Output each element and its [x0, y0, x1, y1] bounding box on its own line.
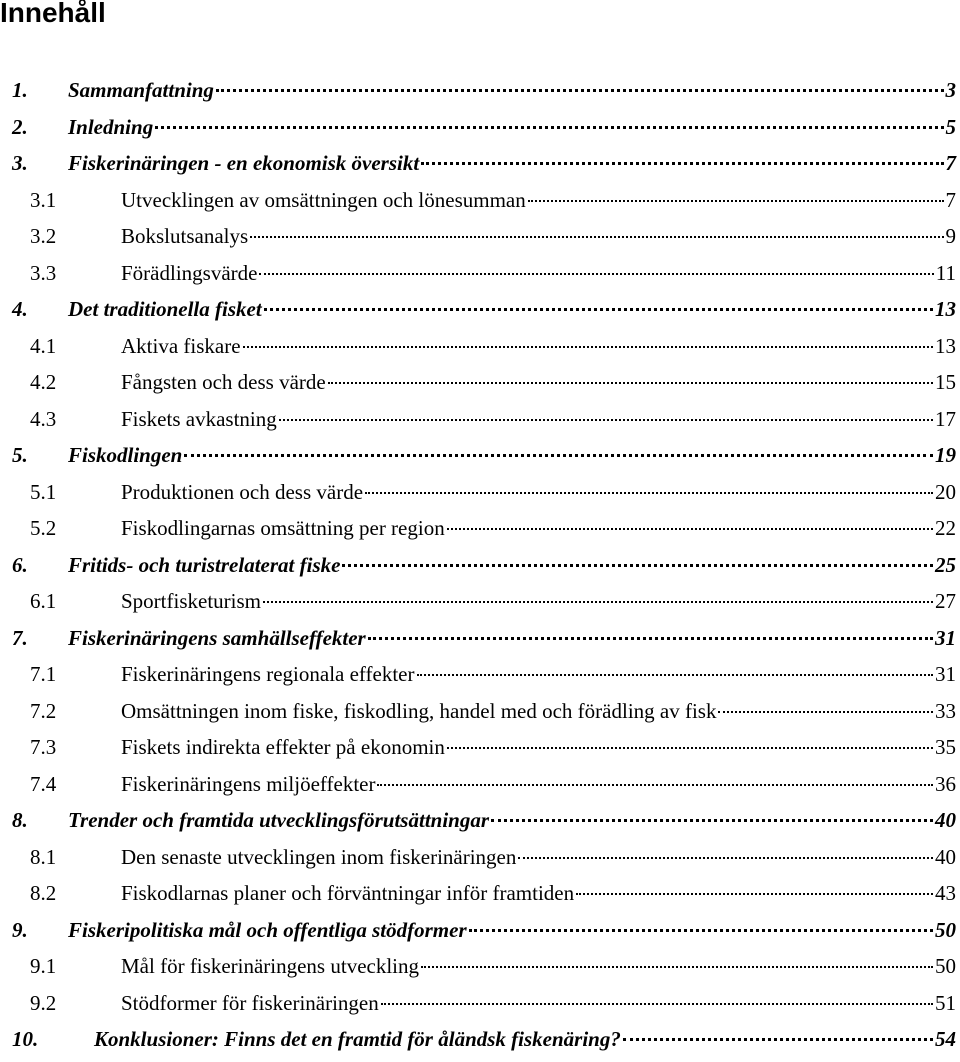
toc-section-entry[interactable] [10, 401, 956, 438]
toc-entry-number: 5. [12, 443, 28, 467]
toc-entry-page-number[interactable]: 31 [935, 662, 956, 686]
dot-leader [342, 543, 933, 567]
toc-entry-title[interactable]: Fiskerinäringen - en ekonomisk översikt [68, 151, 420, 175]
toc-entry-title[interactable]: Fiskerinäringens samhällseffekter [68, 625, 366, 650]
toc-entry-page-number[interactable]: 22 [935, 516, 956, 540]
toc-entry-title[interactable]: Fångsten och dess värde [121, 370, 326, 394]
dot-leader [250, 215, 943, 238]
dot-leader [184, 433, 933, 457]
dot-leader [469, 908, 933, 932]
toc-entry-number: 8.1 [30, 844, 57, 869]
dot-leader [623, 1017, 933, 1041]
toc-entry-number: 4.1 [30, 333, 57, 358]
toc-section-entry[interactable] [10, 255, 956, 292]
dot-leader [421, 141, 943, 165]
toc-entry-title[interactable]: Trender och framtida utvecklingsförutsättningar [68, 808, 490, 832]
toc-entry-number: 1. [12, 78, 28, 102]
dot-leader [518, 836, 933, 859]
toc-entry-number: 7.3 [30, 735, 57, 759]
toc-entry-page-number[interactable]: 5 [945, 114, 956, 139]
toc-entry-page-number[interactable]: 40 [935, 844, 956, 869]
toc-section-entry[interactable] [10, 364, 956, 401]
toc-entry-title[interactable]: Förädlingsvärde [121, 260, 258, 285]
toc-entry-title[interactable]: Sammanfattning [68, 78, 214, 102]
dot-leader [417, 653, 934, 676]
toc-entry-number: 3.3 [30, 260, 57, 285]
toc-entry-number: 9.1 [30, 954, 57, 978]
toc-chapter-entry[interactable] [10, 547, 956, 584]
toc-entry-title[interactable]: Utvecklingen av omsättningen och lönesumman [121, 187, 526, 212]
toc-section-entry[interactable] [10, 583, 956, 620]
toc-entry-page-number[interactable]: 7 [945, 187, 956, 212]
toc-entry-number: 7. [12, 625, 28, 650]
toc-section-entry[interactable] [10, 985, 956, 1022]
toc-entry-page-number[interactable]: 43 [935, 881, 956, 905]
toc-entry-number: 9. [12, 917, 28, 942]
dot-leader [421, 945, 933, 968]
toc-section-entry[interactable] [10, 766, 956, 803]
toc-entry-page-number[interactable]: 31 [935, 625, 956, 650]
toc-entry-page-number[interactable]: 36 [935, 771, 956, 796]
toc-entry-number: 4.2 [30, 370, 57, 394]
toc-entry-title[interactable]: Fiskeripolitiska mål och offentliga stödformer [68, 917, 467, 942]
toc-entry-title[interactable]: Stödformer för fiskerinäringen [121, 990, 379, 1015]
toc-entry-title[interactable]: Fiskodlingen [68, 443, 183, 467]
toc-entry-number: 3. [12, 151, 28, 175]
toc-section-entry[interactable] [10, 839, 956, 876]
dot-leader [718, 690, 933, 713]
toc-entry-page-number[interactable]: 9 [945, 224, 956, 248]
toc-entry-page-number[interactable]: 25 [935, 552, 956, 577]
toc-entry-title[interactable]: Fiskets avkastning [121, 406, 277, 431]
toc-entry-title[interactable]: Bokslutsanalys [121, 224, 249, 248]
toc-chapter-entry[interactable] [10, 291, 956, 328]
toc-section-entry[interactable] [10, 218, 956, 255]
toc-entry-title[interactable]: Mål för fiskerinäringens utveckling [121, 954, 419, 978]
dot-leader [279, 398, 933, 421]
toc-section-entry[interactable] [10, 510, 956, 547]
toc-entry-page-number[interactable]: 20 [935, 479, 956, 504]
toc-entry-page-number[interactable]: 3 [945, 78, 956, 102]
toc-entry-number: 8.2 [30, 881, 57, 905]
toc-entry-page-number[interactable]: 15 [935, 370, 956, 394]
toc-entry-number: 6. [12, 552, 28, 577]
toc-section-entry[interactable] [10, 182, 956, 219]
toc-entry-page-number[interactable]: 11 [935, 260, 956, 285]
toc-section-entry[interactable] [10, 693, 956, 730]
dot-leader [328, 361, 933, 384]
toc-entry-title[interactable]: Fiskerinäringens regionala effekter [121, 662, 415, 686]
dot-leader [365, 471, 933, 494]
dot-leader [447, 726, 933, 749]
dot-leader [264, 287, 933, 311]
toc-section-entry[interactable] [10, 729, 956, 766]
toc-entry-page-number[interactable]: 13 [935, 297, 956, 321]
toc-entry-title[interactable]: Omsättningen inom fiske, fiskodling, handel med och förädling av fisk [121, 698, 717, 723]
toc-entry-page-number[interactable]: 54 [935, 1027, 956, 1051]
toc-section-entry[interactable] [10, 474, 956, 511]
table-of-contents [10, 72, 956, 1058]
toc-entry-page-number[interactable]: 50 [935, 954, 956, 978]
toc-entry-title[interactable]: Konklusioner: Finns det en framtid för åländsk fiskenäring? [94, 1027, 621, 1051]
toc-section-entry[interactable] [10, 875, 956, 912]
toc-entry-page-number[interactable]: 50 [935, 917, 956, 942]
toc-chapter-entry[interactable] [10, 802, 956, 839]
toc-entry-title[interactable]: Fiskodlingarnas omsättning per region [121, 516, 445, 540]
toc-entry-title[interactable]: Fiskets indirekta effekter på ekonomin [121, 735, 445, 759]
dot-leader [368, 616, 933, 640]
toc-chapter-entry[interactable] [10, 437, 956, 474]
toc-entry-number: 4.3 [30, 406, 57, 431]
toc-section-entry[interactable] [10, 656, 956, 693]
dot-leader [491, 798, 933, 822]
toc-entry-number: 9.2 [30, 990, 57, 1015]
toc-entry-number: 5.2 [30, 516, 57, 540]
page-title: Innehåll [0, 0, 106, 28]
toc-entry-number: 7.1 [30, 662, 57, 686]
toc-chapter-entry[interactable] [10, 72, 956, 109]
toc-entry-number: 3.2 [30, 224, 57, 248]
toc-entry-page-number[interactable]: 19 [935, 443, 956, 467]
toc-entry-title[interactable]: Fiskodlarnas planer och förväntningar inför framtiden [121, 881, 575, 905]
dot-leader [528, 179, 944, 202]
toc-entry-title[interactable]: Fiskerinäringens miljöeffekter [121, 771, 376, 796]
dot-leader [259, 252, 933, 275]
toc-section-entry[interactable] [10, 948, 956, 985]
toc-chapter-entry[interactable] [10, 620, 956, 657]
dot-leader [576, 872, 933, 895]
toc-entry-number: 6.1 [30, 589, 57, 613]
dot-leader [243, 325, 933, 348]
toc-chapter-entry[interactable] [10, 912, 956, 949]
toc-entry-title[interactable]: Det traditionella fisket [68, 297, 262, 321]
toc-chapter-entry[interactable] [10, 109, 956, 146]
toc-entry-title[interactable]: Den senaste utvecklingen inom fiskerinäringen [121, 844, 517, 869]
toc-entry-title[interactable]: Fritids- och turistrelaterat fiske [68, 552, 341, 577]
toc-chapter-entry[interactable] [10, 145, 956, 182]
toc-entry-title[interactable]: Aktiva fiskare [121, 333, 241, 358]
toc-entry-page-number[interactable]: 33 [935, 698, 956, 723]
toc-entry-page-number[interactable]: 13 [935, 333, 956, 358]
toc-entry-number: 7.4 [30, 771, 57, 796]
toc-entry-title[interactable]: Inledning [68, 114, 154, 139]
toc-entry-title[interactable]: Produktionen och dess värde [121, 479, 364, 504]
toc-entry-number: 2. [12, 114, 28, 139]
dot-leader [216, 68, 944, 92]
dot-leader [155, 105, 943, 129]
dot-leader [447, 507, 933, 530]
toc-entry-page-number[interactable]: 27 [935, 589, 956, 613]
toc-entry-page-number[interactable]: 40 [935, 808, 956, 832]
toc-entry-number: 10. [12, 1027, 39, 1051]
toc-entry-number: 8. [12, 808, 28, 832]
toc-entry-number: 5.1 [30, 479, 57, 504]
toc-entry-title[interactable]: Sportfisketurism [121, 589, 261, 613]
toc-chapter-entry[interactable] [10, 1021, 956, 1058]
toc-section-entry[interactable] [10, 328, 956, 365]
toc-entry-page-number[interactable]: 35 [935, 735, 956, 759]
dot-leader [381, 982, 933, 1005]
toc-entry-page-number[interactable]: 51 [935, 990, 956, 1015]
toc-entry-number: 3.1 [30, 187, 57, 212]
toc-entry-page-number[interactable]: 7 [945, 151, 956, 175]
toc-entry-number: 7.2 [30, 698, 57, 723]
toc-entry-number: 4. [12, 297, 28, 321]
dot-leader [263, 580, 933, 603]
dot-leader [377, 763, 933, 786]
toc-entry-page-number[interactable]: 17 [935, 406, 956, 431]
